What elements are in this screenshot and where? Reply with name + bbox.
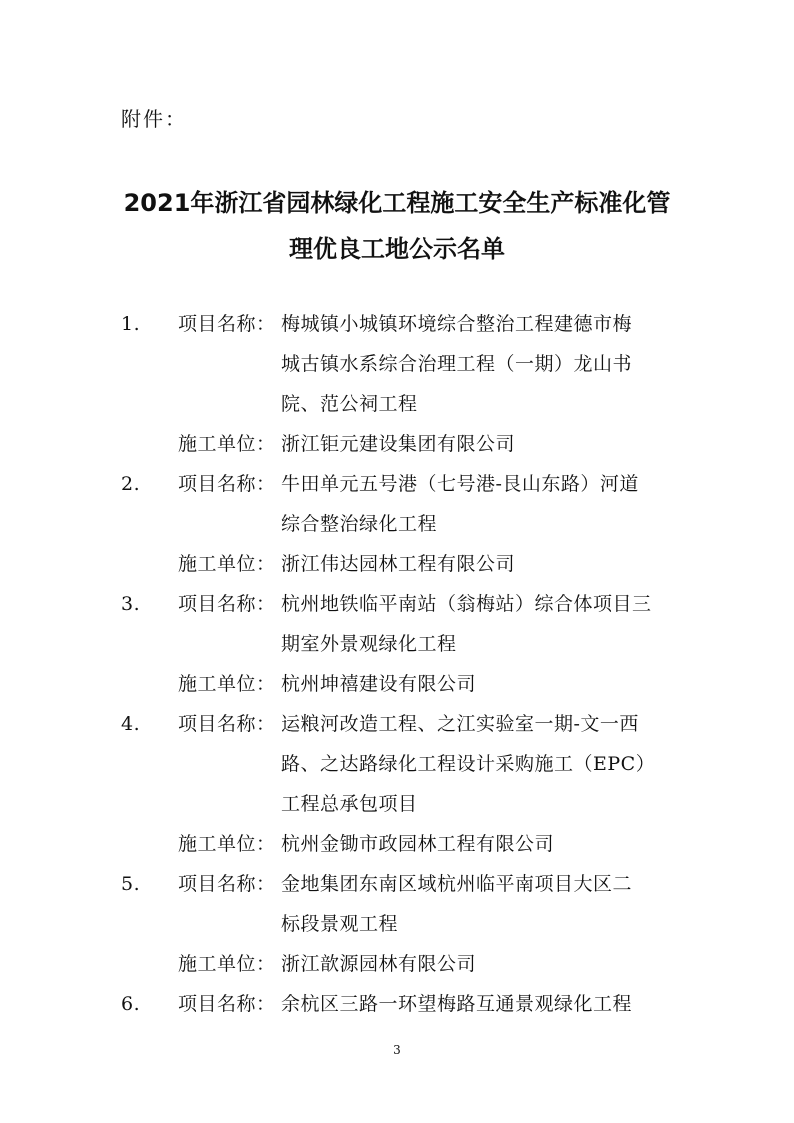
builder-name: 浙江钜元建设集团有限公司: [281, 433, 516, 455]
list-item-1-project-line-1: [121, 304, 681, 344]
builder-name: 浙江歆源园林有限公司: [281, 953, 477, 975]
builder-label: 施工单位：: [178, 433, 276, 455]
title-line-2: 理优良工地公示名单: [289, 235, 505, 263]
item-number: 6.: [121, 993, 141, 1015]
list-item-4-project-line-1: [121, 704, 681, 744]
item-number: 3.: [121, 593, 141, 615]
project-name-text: 路、之达路绿化工程设计采购施工（EPC）: [281, 753, 656, 775]
builder-label: 施工单位：: [178, 953, 276, 975]
builder-label: 施工单位：: [178, 673, 276, 695]
list-item-3-project-line-2: [121, 624, 681, 664]
project-name-text: 院、范公祠工程: [281, 393, 418, 415]
project-name-text: 牛田单元五号港（七号港-艮山东路）河道: [281, 473, 639, 495]
project-name-text: 综合整治绿化工程: [281, 513, 438, 535]
list-item-5-project-line-2: [121, 904, 681, 944]
list-item-4-builder: [121, 824, 681, 864]
project-name-text: 期室外景观绿化工程: [281, 633, 457, 655]
list-item-5-builder: [121, 944, 681, 984]
builder-label: 施工单位：: [178, 833, 276, 855]
list-item-5-project-line-1: [121, 864, 681, 904]
list-item-1-project-line-2: [121, 344, 681, 384]
project-name-text: 余杭区三路一环望梅路互通景观绿化工程: [281, 993, 633, 1015]
document-title: [100, 180, 694, 272]
builder-label: 施工单位：: [178, 553, 276, 575]
project-name-text: 金地集团东南区域杭州临平南项目大区二: [281, 873, 633, 895]
builder-name: 浙江伟达园林工程有限公司: [281, 553, 516, 575]
title-line-1: 2021年浙江省园林绿化工程施工安全生产标准化管: [123, 189, 671, 217]
project-list: [121, 304, 681, 1024]
project-name-text: 梅城镇小城镇环境综合整治工程建德市梅: [281, 313, 633, 335]
list-item-3-builder: [121, 664, 681, 704]
list-item-2-project-line-1: [121, 464, 681, 504]
builder-name: 杭州金锄市政园林工程有限公司: [281, 833, 555, 855]
list-item-1-project-line-3: [121, 384, 681, 424]
list-item-4-project-line-2: [121, 744, 681, 784]
project-name-label: 项目名称：: [178, 713, 276, 735]
list-item-6-project-line-1: [121, 984, 681, 1024]
project-name-text: 运粮河改造工程、之江实验室一期-文一西: [281, 713, 639, 735]
list-item-4-project-line-3: [121, 784, 681, 824]
project-name-label: 项目名称：: [178, 593, 276, 615]
project-name-label: 项目名称：: [178, 993, 276, 1015]
project-name-text: 标段景观工程: [281, 913, 399, 935]
project-name-label: 项目名称：: [178, 873, 276, 895]
item-number: 2.: [121, 473, 141, 495]
list-item-2-project-line-2: [121, 504, 681, 544]
project-name-text: 工程总承包项目: [281, 793, 418, 815]
list-item-1-builder: [121, 424, 681, 464]
list-item-3-project-line-1: [121, 584, 681, 624]
item-number: 1.: [121, 313, 141, 335]
project-name-text: 杭州地铁临平南站（翁梅站）综合体项目三: [281, 593, 652, 615]
project-name-label: 项目名称：: [178, 473, 276, 495]
project-name-text: 城古镇水系综合治理工程（一期）龙山书: [281, 353, 633, 375]
attachment-label: 附件：: [121, 107, 187, 131]
item-number: 4.: [121, 713, 141, 735]
list-item-2-builder: [121, 544, 681, 584]
builder-name: 杭州坤禧建设有限公司: [281, 673, 477, 695]
item-number: 5.: [121, 873, 141, 895]
page-number: 3: [393, 1043, 401, 1057]
project-name-label: 项目名称：: [178, 313, 276, 335]
